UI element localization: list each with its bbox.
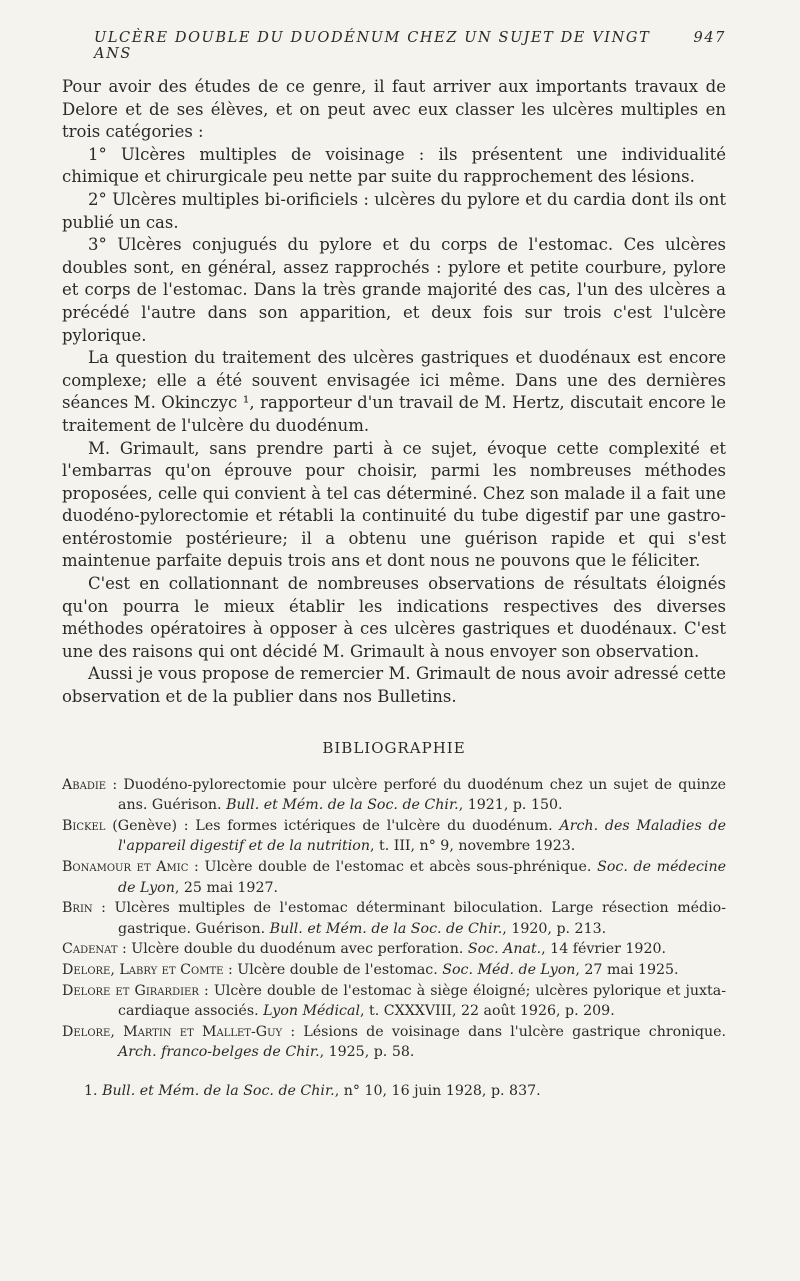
bib-entry: Delore et Girardier : Ulcère double de l'estomac à siège éloigné; ulcères pylorique et juxta-cardiaque associés. Lyon Médical, t. CXXXVIII, 22 août 1926, p. 209. [62,982,726,1020]
bib-entry: Delore, Labry et Comte : Ulcère double de l'estomac. Soc. Méd. de Lyon, 27 mai 1925. [62,961,679,978]
paragraph: Aussi je vous propose de remercier M. Grimault de nous avoir adressé cette observation et de la publier dans nos Bulletins. [62,664,726,707]
bib-entry: Brin : Ulcères multiples de l'estomac déterminant biloculation. Large résection médio-gastrique. Guérison. Bull. et Mém. de la Soc. de Chir., 1920, p. 213. [62,900,726,937]
footnote-source: Bull. et Mém. de la Soc. de Chir. [102,1082,335,1099]
bib-author: Abadie [62,776,107,793]
running-title: ULCÈRE DOUBLE DU DUODÉNUM CHEZ UN SUJET DE VINGT ANS [94,30,651,62]
bib-author: Delore, Labry et Comte [62,961,224,978]
paragraph: La question du traitement des ulcères gastriques et duodénaux est encore complexe; elle a été souvent envisagée ici même. Dans une des dernières séances M. Okinczyc ¹, rapporteur d'un travail de M. Hertz, discutait encore le traitement de l'ulcère du duodénum. [62,348,726,435]
paragraph: C'est en collationnant de nombreuses observations de résultats éloignés qu'on pourra le mieux établir les indications respectives des diverses méthodes opératoires à opposer à ces ulcères gastriques et duodénaux. C'est une des raisons qui ont décidé M. Grimault à nous envoyer son observation. [62,574,726,661]
paragraph: 2° Ulcères multiples bi-orificiels : ulcères du pylore et du cardia dont ils ont publié un cas. [62,189,726,232]
bib-author: Delore et Girardier [62,982,199,999]
bib-author: Delore, Martin et Mallet-Guy [62,1023,283,1040]
page [62,30,726,1099]
paragraph: 3° Ulcères conjugués du pylore et du corps de l'estomac. Ces ulcères doubles sont, en général, assez rapprochés : pylore et petite courbure, pylore et corps de l'estomac. Dans la très grande majorité des cas, l'un des ulcères a précédé l'autre dans son apparition, et deux fois sur trois c'est l'ulcère pylorique. [62,235,726,345]
footnote: 1. Bull. et Mém. de la Soc. de Chir., n° 10, 16 juin 1928, p. 837. [84,1082,541,1099]
paragraph: M. Grimault, sans prendre parti à ce sujet, évoque cette complexité et l'embarras qu'on éprouve pour choisir, parmi les nombreuses méthodes proposées, celle qui convient à tel cas déterminé. Chez son malade il a fait une duodéno-pylorectomie et rétabli la continuité du tube digestif par une gastro-entérostomie postérieure; il a obtenu une guérison rapide et qui s'est maintenue parfaite depuis trois ans et dont nous ne pouvons que le féliciter. [62,438,726,571]
body-text [62,76,726,709]
bib-entry: Bonamour et Amic : Ulcère double de l'estomac et abcès sous-phrénique. Soc. de médecine de Lyon, 25 mai 1927. [62,859,726,896]
paragraph: 1° Ulcères multiples de voisinage : ils présentent une individualité chimique et chirurgicale peu nette par suite du rapprochement des lésions. [62,144,726,187]
bib-entry: Cadenat : Ulcère double du duodénum avec perforation. Soc. Anat., 14 février 1920. [62,941,667,958]
bib-entry: Abadie : Duodéno-pylorectomie pour ulcère perforé du duodénum chez un sujet de quinze ans. Guérison. Bull. et Mém. de la Soc. de Chir., 1921, p. 150. [62,776,726,814]
bib-entry: Delore, Martin et Mallet-Guy : Lésions de voisinage dans l'ulcère gastrique chronique. Arch. franco-belges de Chir., 1925, p. 58. [62,1023,726,1061]
bib-author: Bickel [62,817,106,834]
bib-author: Bonamour et Amic [62,859,189,875]
bib-entry: Bickel (Genève) : Les formes ictériques de l'ulcère du duodénum. Arch. des Maladies de l'appareil digestif et de la nutrition, t. III, n° 9, novembre 1923. [62,817,727,855]
page-number: 947 [693,30,726,46]
bibliography-list [62,775,726,1063]
paragraph: Pour avoir des études de ce genre, il faut arriver aux importants travaux de Delore et de ses élèves, et on peut avec eux classer les ulcères multiples en trois catégories : [62,77,726,142]
bibliography-title: BIBLIOGRAPHIE [322,738,466,757]
bib-author: Cadenat [62,941,118,958]
footnote-marker: 1. [84,1082,98,1099]
bib-author: Brin [62,900,93,917]
running-header [62,30,726,62]
